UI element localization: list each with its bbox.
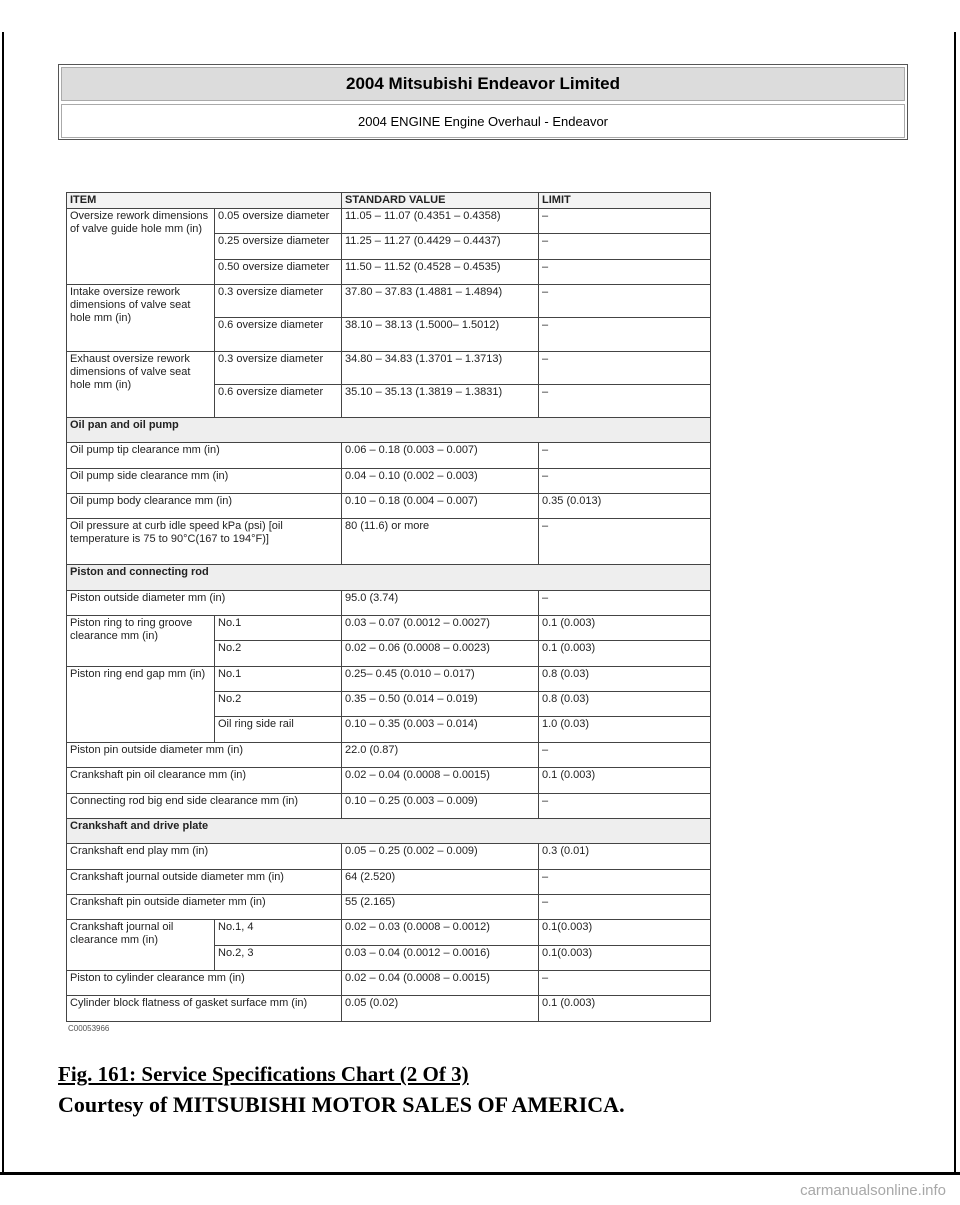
standard-value-cell: 0.35 – 0.50 (0.014 – 0.019) — [342, 692, 539, 717]
limit-cell: – — [539, 793, 711, 818]
header-subtitle: 2004 ENGINE Engine Overhaul - Endeavor — [61, 104, 905, 138]
item-cell: Crankshaft journal oil clearance mm (in) — [67, 920, 215, 971]
limit-cell: – — [539, 742, 711, 767]
standard-value-cell: 34.80 – 34.83 (1.3701 – 1.3713) — [342, 351, 539, 384]
item-cell: Piston to cylinder clearance mm (in) — [67, 970, 342, 995]
courtesy-line: Courtesy of MITSUBISHI MOTOR SALES OF AMERICA. — [58, 1092, 625, 1117]
table-row — [67, 920, 711, 945]
item-cell: Oil pump body clearance mm (in) — [67, 494, 342, 519]
service-specifications-table — [66, 192, 711, 1022]
table-row — [67, 209, 711, 234]
standard-value-cell: 0.04 – 0.10 (0.002 – 0.003) — [342, 468, 539, 493]
sub-item-cell: No.1 — [215, 666, 342, 691]
limit-cell: – — [539, 443, 711, 468]
sub-item-cell: No.2 — [215, 641, 342, 666]
standard-value-cell: 0.10 – 0.35 (0.003 – 0.014) — [342, 717, 539, 742]
standard-value-cell: 22.0 (0.87) — [342, 742, 539, 767]
item-cell: Piston ring to ring groove clearance mm (in) — [67, 616, 215, 667]
item-cell: Oversize rework dimensions of valve guide hole mm (in) — [67, 209, 215, 285]
limit-cell: 0.8 (0.03) — [539, 666, 711, 691]
sub-item-cell: 0.3 oversize diameter — [215, 285, 342, 318]
standard-value-cell: 0.10 – 0.18 (0.004 – 0.007) — [342, 494, 539, 519]
section-heading-oil-pan: Oil pan and oil pump — [67, 418, 711, 443]
limit-cell: 0.1(0.003) — [539, 945, 711, 970]
column-header-limit: LIMIT — [539, 193, 711, 209]
limit-cell: 0.35 (0.013) — [539, 494, 711, 519]
table-row — [67, 894, 711, 919]
sub-item-cell: 0.50 oversize diameter — [215, 259, 342, 284]
standard-value-cell: 11.25 – 11.27 (0.4429 – 0.4437) — [342, 234, 539, 259]
table-row — [67, 996, 711, 1022]
sub-item-cell: No.1 — [215, 616, 342, 641]
item-cell: Oil pressure at curb idle speed kPa (psi) [oil temperature is 75 to 90°C(167 to 194°F)] — [67, 519, 342, 565]
sub-item-cell: No.1, 4 — [215, 920, 342, 945]
column-header-item: ITEM — [67, 193, 342, 209]
sub-item-cell: Oil ring side rail — [215, 717, 342, 742]
limit-cell: – — [539, 468, 711, 493]
table-row — [67, 351, 711, 384]
page-bottom-rule — [0, 1172, 960, 1175]
standard-value-cell: 80 (11.6) or more — [342, 519, 539, 565]
item-cell: Crankshaft end play mm (in) — [67, 844, 342, 869]
limit-cell: – — [539, 519, 711, 565]
sub-item-cell: No.2, 3 — [215, 945, 342, 970]
limit-cell: – — [539, 869, 711, 894]
table-row — [67, 742, 711, 767]
item-cell: Exhaust oversize rework dimensions of valve seat hole mm (in) — [67, 351, 215, 418]
standard-value-cell: 0.02 – 0.06 (0.0008 – 0.0023) — [342, 641, 539, 666]
section-row — [67, 818, 711, 843]
item-cell: Cylinder block flatness of gasket surface mm (in) — [67, 996, 342, 1022]
item-cell: Oil pump side clearance mm (in) — [67, 468, 342, 493]
standard-value-cell: 64 (2.520) — [342, 869, 539, 894]
table-row — [67, 844, 711, 869]
sub-item-cell: 0.6 oversize diameter — [215, 318, 342, 351]
table-row — [67, 970, 711, 995]
table-row — [67, 494, 711, 519]
standard-value-cell: 37.80 – 37.83 (1.4881 – 1.4894) — [342, 285, 539, 318]
standard-value-cell: 0.02 – 0.03 (0.0008 – 0.0012) — [342, 920, 539, 945]
standard-value-cell: 0.03 – 0.04 (0.0012 – 0.0016) — [342, 945, 539, 970]
standard-value-cell: 95.0 (3.74) — [342, 590, 539, 615]
table-row — [67, 616, 711, 641]
item-cell: Crankshaft journal outside diameter mm (in) — [67, 869, 342, 894]
standard-value-cell: 38.10 – 38.13 (1.5000– 1.5012) — [342, 318, 539, 351]
table-row — [67, 443, 711, 468]
table-row — [67, 666, 711, 691]
item-cell: Piston outside diameter mm (in) — [67, 590, 342, 615]
standard-value-cell: 0.05 – 0.25 (0.002 – 0.009) — [342, 844, 539, 869]
limit-cell: – — [539, 234, 711, 259]
item-cell: Crankshaft pin oil clearance mm (in) — [67, 768, 342, 793]
table-row — [67, 869, 711, 894]
figure-caption-link[interactable]: Fig. 161: Service Specifications Chart (2 Of 3) — [58, 1062, 469, 1086]
item-cell: Piston pin outside diameter mm (in) — [67, 742, 342, 767]
sub-item-cell: 0.3 oversize diameter — [215, 351, 342, 384]
limit-cell: 0.8 (0.03) — [539, 692, 711, 717]
table-row — [67, 519, 711, 565]
standard-value-cell: 11.05 – 11.07 (0.4351 – 0.4358) — [342, 209, 539, 234]
site-watermark: carmanualsonline.info — [800, 1182, 946, 1199]
section-heading-crankshaft: Crankshaft and drive plate — [67, 818, 711, 843]
limit-cell: – — [539, 384, 711, 417]
sub-item-cell: No.2 — [215, 692, 342, 717]
limit-cell: 1.0 (0.03) — [539, 717, 711, 742]
table-row — [67, 768, 711, 793]
section-row — [67, 418, 711, 443]
item-cell: Piston ring end gap mm (in) — [67, 666, 215, 742]
standard-value-cell: 0.02 – 0.04 (0.0008 – 0.0015) — [342, 970, 539, 995]
column-header-standard-value: STANDARD VALUE — [342, 193, 539, 209]
limit-cell: 0.3 (0.01) — [539, 844, 711, 869]
limit-cell: – — [539, 285, 711, 318]
table-row — [67, 468, 711, 493]
limit-cell: – — [539, 590, 711, 615]
limit-cell: 0.1 (0.003) — [539, 768, 711, 793]
limit-cell: – — [539, 351, 711, 384]
table-row — [67, 285, 711, 318]
item-cell: Intake oversize rework dimensions of valve seat hole mm (in) — [67, 285, 215, 352]
table-header-row — [67, 193, 711, 209]
table-row — [67, 793, 711, 818]
standard-value-cell: 11.50 – 11.52 (0.4528 – 0.4535) — [342, 259, 539, 284]
standard-value-cell: 0.02 – 0.04 (0.0008 – 0.0015) — [342, 768, 539, 793]
limit-cell: 0.1 (0.003) — [539, 641, 711, 666]
item-cell: Oil pump tip clearance mm (in) — [67, 443, 342, 468]
figure-code: C00053966 — [68, 1024, 110, 1033]
item-cell: Crankshaft pin outside diameter mm (in) — [67, 894, 342, 919]
limit-cell: 0.1(0.003) — [539, 920, 711, 945]
limit-cell: 0.1 (0.003) — [539, 996, 711, 1022]
section-heading-piston: Piston and connecting rod — [67, 565, 711, 590]
standard-value-cell: 0.05 (0.02) — [342, 996, 539, 1022]
limit-cell: – — [539, 894, 711, 919]
limit-cell: – — [539, 318, 711, 351]
standard-value-cell: 0.10 – 0.25 (0.003 – 0.009) — [342, 793, 539, 818]
header-title: 2004 Mitsubishi Endeavor Limited — [61, 67, 905, 101]
standard-value-cell: 0.06 – 0.18 (0.003 – 0.007) — [342, 443, 539, 468]
sub-item-cell: 0.6 oversize diameter — [215, 384, 342, 417]
table-row — [67, 590, 711, 615]
standard-value-cell: 0.25– 0.45 (0.010 – 0.017) — [342, 666, 539, 691]
limit-cell: – — [539, 970, 711, 995]
standard-value-cell: 35.10 – 35.13 (1.3819 – 1.3831) — [342, 384, 539, 417]
limit-cell: – — [539, 209, 711, 234]
document-header — [58, 64, 908, 140]
section-row — [67, 565, 711, 590]
standard-value-cell: 0.03 – 0.07 (0.0012 – 0.0027) — [342, 616, 539, 641]
standard-value-cell: 55 (2.165) — [342, 894, 539, 919]
item-cell: Connecting rod big end side clearance mm (in) — [67, 793, 342, 818]
limit-cell: – — [539, 259, 711, 284]
sub-item-cell: 0.05 oversize diameter — [215, 209, 342, 234]
limit-cell: 0.1 (0.003) — [539, 616, 711, 641]
sub-item-cell: 0.25 oversize diameter — [215, 234, 342, 259]
